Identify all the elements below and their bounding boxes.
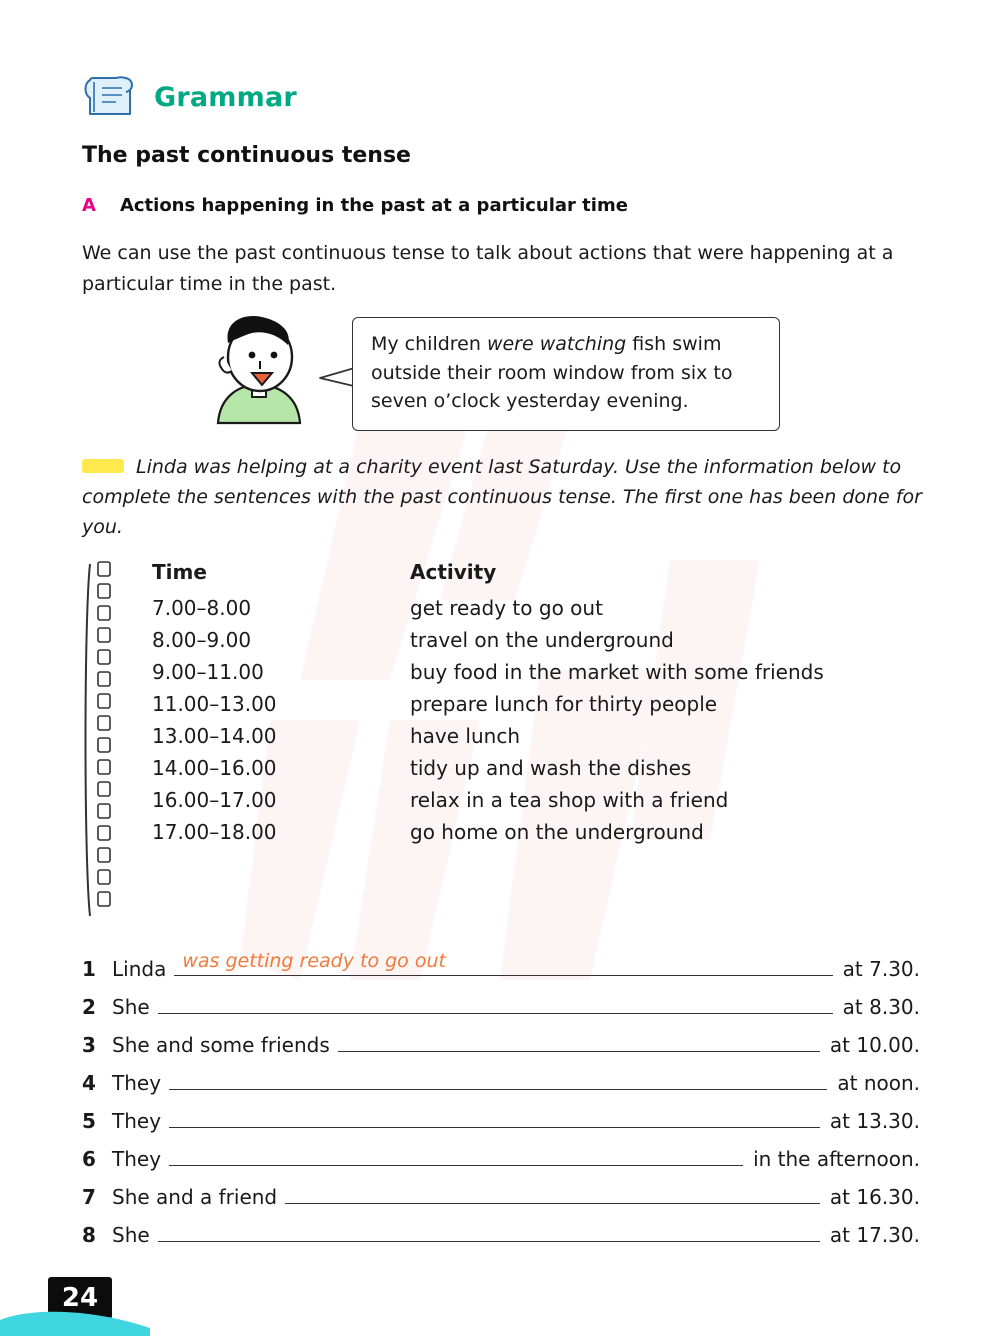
answer-input-1[interactable] (174, 950, 832, 976)
exercise-list (82, 950, 920, 1254)
column-header-time: Time (152, 560, 207, 584)
exercise-number: 5 (82, 1109, 96, 1133)
schedule-table (152, 560, 824, 849)
schedule-table-body (152, 560, 842, 849)
exercise-number: 6 (82, 1147, 96, 1171)
section-title: The past continuous tense (82, 143, 411, 168)
cell-activity: buy food in the market with some friends (410, 660, 824, 684)
column-header-activity: Activity (410, 560, 497, 584)
exercise-tail: at noon. (837, 1071, 920, 1095)
exercise-tail: at 7.30. (842, 957, 920, 981)
cell-time: 13.00–14.00 (152, 724, 277, 748)
footer-decoration (0, 1306, 150, 1336)
subsection-heading (82, 195, 628, 216)
exercise-item (82, 1216, 920, 1254)
exercise-number: 1 (82, 957, 96, 981)
bubble-text-part2: fish swim outside their room window from six to seven o’clock yesterday evening. (371, 333, 733, 412)
table-row (152, 657, 824, 689)
exercise-subject: She (112, 1223, 150, 1247)
cell-time: 8.00–9.00 (152, 628, 252, 652)
answer-input-5[interactable] (169, 1102, 820, 1128)
exercise-item (82, 1102, 920, 1140)
table-row (152, 817, 824, 849)
exercise-subject: They (112, 1109, 162, 1133)
answer-input-2[interactable] (158, 988, 833, 1014)
scroll-icon (82, 74, 140, 120)
exercise-subject: She and a friend (112, 1185, 278, 1209)
cell-activity: go home on the underground (410, 820, 704, 844)
cell-time: 14.00–16.00 (152, 756, 277, 780)
exercise-item (82, 1026, 920, 1064)
table-row (152, 689, 824, 721)
exercise-number: 3 (82, 1033, 96, 1057)
table-row (152, 785, 824, 817)
exercise-subject: They (112, 1147, 162, 1171)
exercise-tail: in the afternoon. (753, 1147, 920, 1171)
highlight-marker-icon (82, 459, 124, 473)
table-row (152, 721, 824, 753)
exercise-item (82, 950, 920, 988)
table-row (152, 593, 824, 625)
exercise-subject: She (112, 995, 150, 1019)
cell-activity: have lunch (410, 724, 521, 748)
table-row (152, 753, 824, 785)
cell-time: 17.00–18.00 (152, 820, 277, 844)
cell-activity: get ready to go out (410, 596, 603, 620)
cell-activity: travel on the underground (410, 628, 674, 652)
exercise-number: 8 (82, 1223, 96, 1247)
cell-time: 9.00–11.00 (152, 660, 264, 684)
instruction-paragraph (82, 452, 922, 542)
exercise-item (82, 988, 920, 1026)
exercise-item (82, 1140, 920, 1178)
answer-input-7[interactable] (285, 1178, 820, 1204)
answer-input-4[interactable] (169, 1064, 827, 1090)
exercise-subject: They (112, 1071, 162, 1095)
exercise-number: 4 (82, 1071, 96, 1095)
spiral-binding-icon (82, 560, 128, 920)
page-title: Grammar (154, 81, 297, 113)
answer-input-3[interactable] (338, 1026, 820, 1052)
speech-bubble (352, 317, 780, 431)
cell-activity: relax in a tea shop with a friend (410, 788, 729, 812)
exercise-number: 2 (82, 995, 96, 1019)
exercise-number: 7 (82, 1185, 96, 1209)
intro-paragraph: We can use the past continuous tense to talk about actions that were happening at a particular time in the past. (82, 242, 894, 296)
exercise-item (82, 1178, 920, 1216)
cell-time: 11.00–13.00 (152, 692, 277, 716)
cell-activity: tidy up and wash the dishes (410, 756, 692, 780)
exercise-tail: at 10.00. (829, 1033, 920, 1057)
subsection-letter: A (82, 195, 96, 216)
instruction-text: Linda was helping at a charity event last Saturday. Use the information below to complete the sentences with the past continuous tense. The first one has been done for you. (82, 456, 922, 539)
schedule-card (82, 560, 842, 849)
answer-input-6[interactable] (169, 1140, 743, 1166)
exercise-tail: at 13.30. (829, 1109, 920, 1133)
cell-activity: prepare lunch for thirty people (410, 692, 718, 716)
table-header-row (152, 560, 824, 593)
cell-time: 16.00–17.00 (152, 788, 277, 812)
cell-time: 7.00–8.00 (152, 596, 252, 620)
subsection-title: Actions happening in the past at a particular time (119, 195, 628, 216)
exercise-tail: at 17.30. (829, 1223, 920, 1247)
exercise-subject: She and some friends (112, 1033, 330, 1057)
answer-input-8[interactable] (158, 1216, 820, 1242)
speech-bubble-block (200, 305, 760, 435)
answer-text: was getting ready to go out (182, 950, 446, 972)
bubble-text-emphasis: were watching (486, 333, 627, 355)
bubble-text-part1: My children (371, 333, 487, 355)
exercise-subject: Linda (112, 957, 167, 981)
page-number-badge: 24 (48, 1277, 112, 1319)
table-row (152, 625, 824, 657)
boy-illustration (200, 305, 330, 435)
grammar-header (82, 74, 297, 120)
exercise-tail: at 8.30. (842, 995, 920, 1019)
exercise-item (82, 1064, 920, 1102)
exercise-tail: at 16.30. (829, 1185, 920, 1209)
